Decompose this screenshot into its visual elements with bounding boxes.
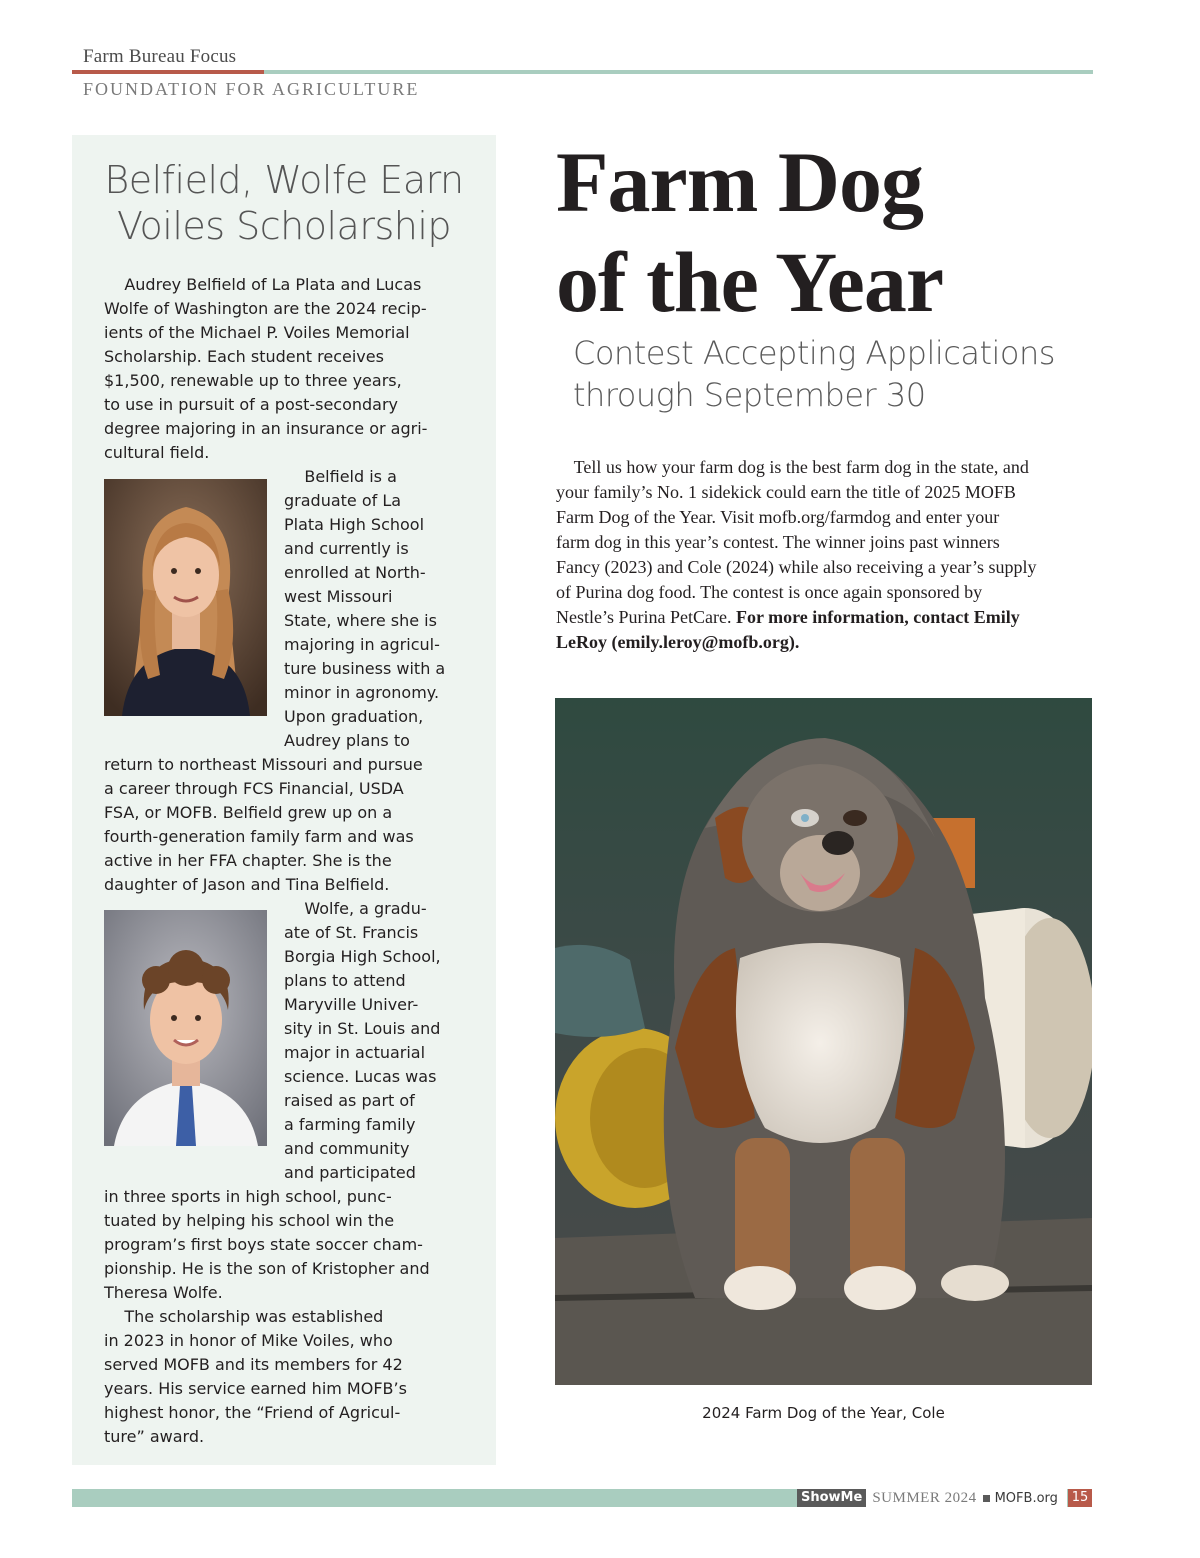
text-line: Belfield is a bbox=[284, 467, 397, 486]
section-name: FOUNDATION FOR AGRICULTURE bbox=[83, 79, 420, 99]
audrey-belfield-photo bbox=[104, 479, 267, 716]
text-line: highest honor, the “Friend of Agricul- bbox=[104, 1403, 401, 1422]
sidebar-title-line: Belfield, Wolfe Earn bbox=[104, 158, 464, 202]
text-line bbox=[556, 605, 1092, 630]
text-line: return to northeast Missouri and pursue bbox=[104, 755, 423, 774]
text-line: Borgia High School, bbox=[284, 947, 441, 966]
text-line: ients of the Michael P. Voiles Memorial bbox=[104, 323, 410, 342]
text-line: degree majoring in an insurance or agri- bbox=[104, 419, 428, 438]
text-line: enrolled at North- bbox=[284, 563, 426, 582]
text-line: and participated bbox=[284, 1163, 416, 1182]
scholarship-sidebar bbox=[72, 135, 496, 1465]
wolfe-full-text bbox=[104, 1185, 430, 1449]
text-line: FSA, or MOFB. Belfield grew up on a bbox=[104, 803, 393, 822]
text-line: Audrey Belfield of La Plata and Lucas bbox=[104, 275, 422, 294]
subtitle-line: through September 30 bbox=[573, 376, 926, 414]
title-line: Farm Dog bbox=[556, 134, 923, 230]
header-rule-accent bbox=[72, 70, 264, 74]
text-line: ture business with a bbox=[284, 659, 446, 678]
text-line: majoring in agricul- bbox=[284, 635, 440, 654]
text-line: to use in pursuit of a post-secondary bbox=[104, 395, 399, 414]
text-line: in 2023 in honor of Mike Voiles, who bbox=[104, 1331, 393, 1350]
separator-square-icon bbox=[983, 1495, 990, 1502]
sidebar-title-line: Voiles Scholarship bbox=[116, 204, 452, 248]
lucas-wolfe-photo bbox=[104, 910, 267, 1146]
text-line: Farm Dog of the Year. Visit mofb.org/farmdog and enter your bbox=[556, 507, 1000, 527]
website-text: MOFB.org bbox=[994, 1490, 1058, 1506]
page-number: 15 bbox=[1068, 1489, 1092, 1507]
text-line: served MOFB and its members for 42 bbox=[104, 1355, 403, 1374]
text-line: Theresa Wolfe. bbox=[104, 1283, 223, 1302]
text-line: and currently is bbox=[284, 539, 409, 558]
body-text-regular: Nestle’s Purina PetCare. bbox=[556, 607, 736, 627]
text-line: $1,500, renewable up to three years, bbox=[104, 371, 402, 390]
title-line: of the Year bbox=[556, 234, 944, 330]
text-line: a farming family bbox=[284, 1115, 416, 1134]
text-line: minor in agronomy. bbox=[284, 683, 440, 702]
text-line: Audrey plans to bbox=[284, 731, 410, 750]
text-line: State, where she is bbox=[284, 611, 437, 630]
article-title bbox=[556, 132, 943, 332]
text-line: farm dog in this year’s contest. The winner joins past winners bbox=[556, 532, 1000, 552]
text-line: tuated by helping his school win the bbox=[104, 1211, 395, 1230]
text-line: and community bbox=[284, 1139, 410, 1158]
text-line: Wolfe, a gradu- bbox=[284, 899, 427, 918]
text-line: ture” award. bbox=[104, 1427, 205, 1446]
contact-email-text: LeRoy (emily.leroy@mofb.org). bbox=[556, 632, 800, 652]
text-line: Scholarship. Each student receives bbox=[104, 347, 384, 366]
text-line: Plata High School bbox=[284, 515, 425, 534]
text-line: ate of St. Francis bbox=[284, 923, 419, 942]
text-line: The scholarship was established bbox=[104, 1307, 384, 1326]
article-subtitle bbox=[573, 332, 1055, 416]
text-line: cultural field. bbox=[104, 443, 210, 462]
subtitle-line: Contest Accepting Applications bbox=[573, 334, 1055, 372]
belfield-full-text bbox=[104, 753, 423, 897]
text-line: program’s first boys state soccer cham- bbox=[104, 1235, 423, 1254]
text-line: Wolfe of Washington are the 2024 recip- bbox=[104, 299, 427, 318]
photo-caption: 2024 Farm Dog of the Year, Cole bbox=[702, 1404, 945, 1422]
text-line: Tell us how your farm dog is the best farm dog in the state, and bbox=[556, 457, 1029, 477]
contact-info-text: For more information, contact Emily bbox=[735, 607, 1020, 627]
text-line: graduate of La bbox=[284, 491, 402, 510]
text-line: west Missouri bbox=[284, 587, 393, 606]
text-line: sity in St. Louis and bbox=[284, 1019, 441, 1038]
text-line: fourth-generation family farm and was bbox=[104, 827, 414, 846]
text-line: years. His service earned him MOFB’s bbox=[104, 1379, 407, 1398]
sidebar-title bbox=[72, 157, 496, 249]
text-line: major in actuarial bbox=[284, 1043, 426, 1062]
text-line: plans to attend bbox=[284, 971, 406, 990]
publication-name: Farm Bureau Focus bbox=[83, 46, 237, 67]
text-line: Maryville Univer- bbox=[284, 995, 419, 1014]
text-line: Fancy (2023) and Cole (2024) while also receiving a year’s supply bbox=[556, 557, 1037, 577]
belfield-wrap-text bbox=[284, 465, 445, 753]
wolfe-wrap-text bbox=[284, 897, 441, 1185]
text-line: of Purina dog food. The contest is once again sponsored by bbox=[556, 582, 983, 602]
text-line: Upon graduation, bbox=[284, 707, 424, 726]
article-body bbox=[556, 455, 1092, 655]
text-line: science. Lucas was bbox=[284, 1067, 437, 1086]
text-line bbox=[556, 630, 1092, 655]
text-line: daughter of Jason and Tina Belfield. bbox=[104, 875, 390, 894]
farm-dog-photo bbox=[555, 698, 1092, 1385]
issue-season: SUMMER 2024 bbox=[872, 1489, 977, 1506]
text-line: active in her FFA chapter. She is the bbox=[104, 851, 392, 870]
sidebar-intro bbox=[104, 273, 427, 465]
text-line: your family’s No. 1 sidekick could earn the title of 2025 MOFB bbox=[556, 482, 1016, 502]
text-line: a career through FCS Financial, USDA bbox=[104, 779, 404, 798]
magazine-logo: ShowMe bbox=[797, 1489, 866, 1507]
text-line: raised as part of bbox=[284, 1091, 415, 1110]
text-line: in three sports in high school, punc- bbox=[104, 1187, 392, 1206]
footer-info bbox=[797, 1489, 1067, 1507]
text-line: pionship. He is the son of Kristopher and bbox=[104, 1259, 430, 1278]
